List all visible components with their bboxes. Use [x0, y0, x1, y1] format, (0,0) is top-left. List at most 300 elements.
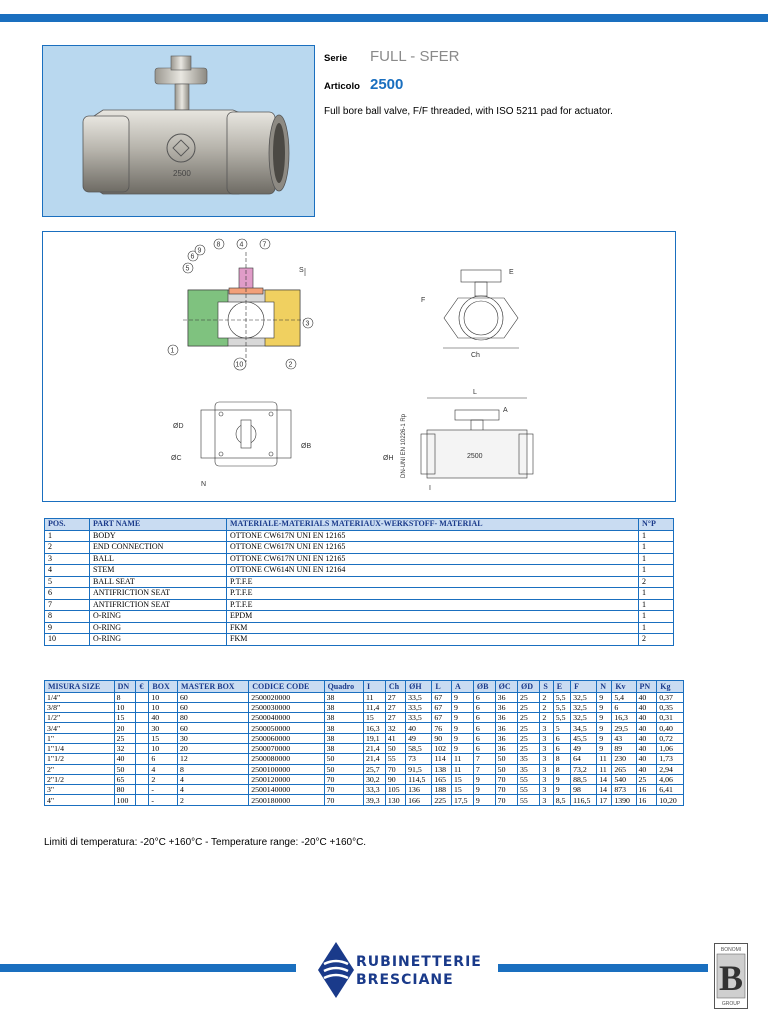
dim-cell	[136, 754, 149, 764]
dim-cell: 10	[149, 743, 178, 753]
dimensions-row	[45, 795, 684, 805]
dim-cell: 40	[406, 723, 432, 733]
materials-row	[45, 611, 674, 623]
dim-cell: 55	[518, 795, 540, 805]
dim-cell: 4	[149, 764, 178, 774]
materials-row	[45, 553, 674, 565]
dim-cell: 50	[324, 764, 363, 774]
dim-cell: 70	[495, 785, 517, 795]
dim-cell: 9	[597, 692, 612, 702]
body-marking: 2500	[173, 169, 191, 178]
dim-cell: 3	[540, 795, 553, 805]
dim-cell: 16,3	[363, 723, 385, 733]
dim-cell: 9	[451, 743, 473, 753]
dim-cell: 27	[385, 713, 405, 723]
cell-np: 1	[639, 530, 674, 542]
dim-header-cell: MISURA SIZE	[45, 681, 115, 693]
dim-cell: 2500030000	[249, 702, 324, 712]
dim-cell: 14	[597, 774, 612, 784]
product-description: Full bore ball valve, F/F threaded, with ISO 5211 pad for actuator.	[324, 106, 613, 117]
dim-header-cell: ØB	[473, 681, 495, 693]
dim-cell: 36	[495, 713, 517, 723]
materials-row	[45, 576, 674, 588]
dim-cell: 2500080000	[249, 754, 324, 764]
dim-cell: 114	[432, 754, 452, 764]
dim-cell: 70	[495, 795, 517, 805]
dim-cell: 38	[324, 702, 363, 712]
cell-pos: 5	[45, 576, 90, 588]
dim-cell: 30	[178, 733, 249, 743]
dim-cell: 9	[451, 692, 473, 702]
dim-cell: 2500100000	[249, 764, 324, 774]
dim-cell: 36	[495, 692, 517, 702]
dim-cell: 80	[114, 785, 136, 795]
dim-cell: 11	[451, 764, 473, 774]
dim-cell: 1"1/2	[45, 754, 115, 764]
col-np: N°P	[639, 519, 674, 531]
dim-cell: 33,5	[406, 692, 432, 702]
dim-cell: 5,5	[553, 692, 570, 702]
dim-cell: 40	[636, 713, 657, 723]
dim-cell: 10	[149, 692, 178, 702]
dimensions-row	[45, 702, 684, 712]
dim-cell: 0,40	[657, 723, 684, 733]
dim-header-cell: DN	[114, 681, 136, 693]
dim-cell: 1"1/4	[45, 743, 115, 753]
cell-material: P.T.F.E	[227, 576, 639, 588]
dimensions-row	[45, 733, 684, 743]
i-label: I	[429, 485, 431, 492]
dim-cell: 30,2	[363, 774, 385, 784]
dim-cell: 10	[114, 702, 136, 712]
dim-cell: 76	[432, 723, 452, 733]
dim-cell: 9	[553, 785, 570, 795]
dim-cell: 40	[636, 764, 657, 774]
od-label: ØD	[173, 423, 184, 430]
callout-3: 3	[305, 320, 310, 328]
group-logo-icon	[714, 943, 748, 1009]
dim-cell: 130	[385, 795, 405, 805]
cell-material: OTTONE CW617N UNI EN 12165	[227, 530, 639, 542]
callout-1: 1	[170, 347, 175, 355]
dim-header-cell: MASTER BOX	[178, 681, 249, 693]
materials-row	[45, 530, 674, 542]
dim-cell: 11	[597, 754, 612, 764]
cell-np: 1	[639, 611, 674, 623]
dim-header-cell: Kv	[612, 681, 636, 693]
dim-cell: 11	[363, 692, 385, 702]
dim-cell: 55	[385, 754, 405, 764]
dim-cell: 1390	[612, 795, 636, 805]
materials-row	[45, 634, 674, 646]
dim-cell: 70	[495, 774, 517, 784]
cell-np: 1	[639, 599, 674, 611]
dimensions-row	[45, 692, 684, 702]
dim-cell: 4,06	[657, 774, 684, 784]
dim-cell: 65	[114, 774, 136, 784]
dim-cell: 15	[363, 713, 385, 723]
callout-6: 6	[190, 253, 195, 261]
cell-material: OTTONE CW617N UNI EN 12165	[227, 553, 639, 565]
dim-header-cell: S	[540, 681, 553, 693]
dim-cell: 40	[636, 692, 657, 702]
dim-cell: 0,35	[657, 702, 684, 712]
dim-cell: 33,5	[406, 713, 432, 723]
materials-row	[45, 542, 674, 554]
dim-cell: 8	[553, 764, 570, 774]
dim-cell: 1/2"	[45, 713, 115, 723]
dimensions-row	[45, 774, 684, 784]
dim-cell: 6	[473, 692, 495, 702]
dim-cell: 33,5	[406, 702, 432, 712]
dim-cell: 89	[612, 743, 636, 753]
ob-label: ØB	[301, 443, 312, 450]
ball-valve-image	[43, 46, 314, 216]
dim-header-cell: Quadro	[324, 681, 363, 693]
cell-pos: 1	[45, 530, 90, 542]
dim-cell: 265	[612, 764, 636, 774]
dim-cell: 540	[612, 774, 636, 784]
footer-bar-right	[498, 964, 708, 972]
dim-cell: 2500120000	[249, 774, 324, 784]
dim-cell: 105	[385, 785, 405, 795]
serie-value: FULL - SFER	[370, 48, 460, 65]
group-letter: B	[718, 958, 744, 998]
dim-cell: 230	[612, 754, 636, 764]
valve-mark: 2500	[467, 453, 483, 460]
pad-view	[171, 402, 311, 488]
e-label: E	[509, 269, 514, 276]
dim-cell: 25,7	[363, 764, 385, 774]
dim-cell: 25	[518, 702, 540, 712]
product-header	[324, 48, 744, 117]
dim-cell: 43	[612, 733, 636, 743]
dim-cell: 17,5	[451, 795, 473, 805]
dim-cell: 0,37	[657, 692, 684, 702]
dim-cell: 9	[597, 723, 612, 733]
dim-header-cell: ØC	[495, 681, 517, 693]
dim-cell: 6	[473, 702, 495, 712]
dim-cell: 12	[178, 754, 249, 764]
brand-line-2: BRESCIANE	[356, 972, 454, 988]
dim-cell: 4	[178, 785, 249, 795]
dim-cell: 90	[432, 733, 452, 743]
dim-cell: 67	[432, 692, 452, 702]
dim-cell: 32,5	[571, 713, 597, 723]
dim-cell: 6	[473, 733, 495, 743]
dim-cell: 3	[540, 764, 553, 774]
callout-2: 2	[288, 361, 293, 369]
dim-cell	[136, 713, 149, 723]
dim-cell	[136, 764, 149, 774]
dim-cell: 30	[149, 723, 178, 733]
dim-cell: 64	[571, 754, 597, 764]
cell-pos: 7	[45, 599, 90, 611]
cell-np: 1	[639, 553, 674, 565]
dim-cell: 25	[518, 713, 540, 723]
dim-cell: 11	[597, 764, 612, 774]
dim-cell: 9	[451, 713, 473, 723]
brand-logo	[316, 940, 481, 1000]
cell-np: 1	[639, 622, 674, 634]
dim-cell: 40	[636, 702, 657, 712]
dimensions-row	[45, 754, 684, 764]
dim-cell: 9	[473, 795, 495, 805]
n-label: N	[201, 481, 207, 488]
dim-cell: 2	[149, 774, 178, 784]
dim-cell: 70	[324, 795, 363, 805]
dim-cell: 40	[636, 743, 657, 753]
col-material: MATERIALE-MATERIALS MATERIAUX-WERKSTOFF- MATERIAL	[227, 519, 639, 531]
dim-cell: 49	[571, 743, 597, 753]
cell-np: 2	[639, 634, 674, 646]
dim-cell: 1,73	[657, 754, 684, 764]
dim-cell: -	[149, 795, 178, 805]
dim-cell: 73	[406, 754, 432, 764]
materials-table	[44, 518, 674, 646]
dim-cell: 36	[495, 743, 517, 753]
dim-cell	[136, 795, 149, 805]
dim-cell	[136, 743, 149, 753]
section-view	[183, 252, 305, 362]
oc-label: ØC	[171, 455, 182, 462]
dim-cell: 29,5	[612, 723, 636, 733]
dim-cell: 116,5	[571, 795, 597, 805]
dim-cell: 5,4	[612, 692, 636, 702]
cell-part-name: O-RING	[90, 611, 227, 623]
dim-cell: 15	[149, 733, 178, 743]
dim-cell: 50	[495, 764, 517, 774]
dim-header-cell: F	[571, 681, 597, 693]
dim-cell: 36	[495, 702, 517, 712]
dim-cell: 9	[473, 774, 495, 784]
dim-cell: 60	[178, 702, 249, 712]
dim-cell: 4	[178, 774, 249, 784]
cell-material: P.T.F.E	[227, 588, 639, 600]
group-bottom-text: GROUP	[721, 1001, 741, 1007]
dim-cell: 8	[114, 692, 136, 702]
dim-cell: 6	[149, 754, 178, 764]
cell-part-name: STEM	[90, 565, 227, 577]
cell-material: OTTONE CW614N UNI EN 12164	[227, 565, 639, 577]
callout-8: 8	[216, 241, 221, 249]
callout-7: 7	[262, 241, 267, 249]
dim-cell: 16,3	[612, 713, 636, 723]
dim-cell: 1,06	[657, 743, 684, 753]
dim-cell: 38	[324, 743, 363, 753]
dim-cell: 25	[518, 692, 540, 702]
serie-label: Serie	[324, 53, 348, 64]
dim-cell: 36	[495, 733, 517, 743]
dim-cell: 873	[612, 785, 636, 795]
footer-bar-left	[0, 964, 296, 972]
cell-material: FKM	[227, 622, 639, 634]
cell-part-name: END CONNECTION	[90, 542, 227, 554]
dim-cell: 25	[518, 733, 540, 743]
materials-row	[45, 622, 674, 634]
side-view	[383, 389, 533, 492]
dim-cell: 2500050000	[249, 723, 324, 733]
dim-cell: 88,5	[571, 774, 597, 784]
brand-emblem-icon	[316, 940, 356, 1000]
dim-cell: 100	[114, 795, 136, 805]
dim-cell: 50	[324, 754, 363, 764]
dim-cell: 8	[178, 764, 249, 774]
dim-cell: 2500020000	[249, 692, 324, 702]
dim-cell: 32	[114, 743, 136, 753]
dim-cell: 25	[636, 774, 657, 784]
dim-cell: 19,1	[363, 733, 385, 743]
cell-np: 2	[639, 576, 674, 588]
dim-cell: 3/8"	[45, 702, 115, 712]
product-photo	[42, 45, 315, 217]
callout-9: 9	[197, 247, 202, 255]
materials-header-row	[45, 519, 674, 531]
dimensions-table	[44, 680, 684, 806]
dimensions-row	[45, 743, 684, 753]
dim-cell: 9	[553, 774, 570, 784]
dim-cell: 3	[540, 785, 553, 795]
dim-cell: 15	[451, 774, 473, 784]
col-pos: POS.	[45, 519, 90, 531]
dim-cell: 11	[451, 754, 473, 764]
dim-cell	[136, 733, 149, 743]
group-logo	[714, 943, 748, 1009]
dim-cell: 38	[324, 733, 363, 743]
dim-cell: 1/4"	[45, 692, 115, 702]
cell-material: FKM	[227, 634, 639, 646]
dim-cell: 2,94	[657, 764, 684, 774]
cell-material: P.T.F.E	[227, 599, 639, 611]
dimensions-row	[45, 764, 684, 774]
dim-cell: 5,5	[553, 713, 570, 723]
dim-cell: 10,20	[657, 795, 684, 805]
dim-cell: 36	[495, 723, 517, 733]
dim-cell: 21,4	[363, 743, 385, 753]
dim-cell: 165	[432, 774, 452, 784]
cell-np: 1	[639, 565, 674, 577]
cell-part-name: BALL	[90, 553, 227, 565]
callout-10: 10	[235, 361, 244, 369]
dim-header-cell: I	[363, 681, 385, 693]
dim-header-cell: ØD	[518, 681, 540, 693]
dim-cell: 91,5	[406, 764, 432, 774]
dim-cell: 50	[385, 743, 405, 753]
dim-cell: 6	[612, 702, 636, 712]
valve-drawings-svg	[43, 232, 675, 501]
dim-cell: 0,31	[657, 713, 684, 723]
dim-cell: 16	[636, 785, 657, 795]
dim-cell: 25	[518, 743, 540, 753]
dim-header-cell: Kg	[657, 681, 684, 693]
dim-cell: 98	[571, 785, 597, 795]
dim-cell: 5,5	[553, 702, 570, 712]
dim-cell: 67	[432, 702, 452, 712]
cell-pos: 8	[45, 611, 90, 623]
dim-cell: 225	[432, 795, 452, 805]
dim-cell: 8,5	[553, 795, 570, 805]
dim-cell: 40	[114, 754, 136, 764]
cell-part-name: BODY	[90, 530, 227, 542]
dim-cell: 2	[540, 692, 553, 702]
dim-cell: 9	[451, 702, 473, 712]
dim-cell: 17	[597, 795, 612, 805]
dim-cell: 38	[324, 723, 363, 733]
dim-cell: 38	[324, 713, 363, 723]
dim-cell: 14	[597, 785, 612, 795]
dim-cell	[136, 702, 149, 712]
dimensions-row	[45, 785, 684, 795]
cell-pos: 4	[45, 565, 90, 577]
group-top-text: BONOMI	[720, 947, 742, 953]
dim-cell: 188	[432, 785, 452, 795]
technical-drawing	[42, 231, 676, 502]
dim-cell: 21,4	[363, 754, 385, 764]
dim-cell: 27	[385, 702, 405, 712]
dim-cell: 3/4"	[45, 723, 115, 733]
dim-cell: 45,5	[571, 733, 597, 743]
dim-cell: 2"	[45, 764, 115, 774]
dim-cell: 8	[553, 754, 570, 764]
dimensions-body	[45, 692, 684, 805]
dim-cell: 9	[451, 733, 473, 743]
dim-cell: 0,72	[657, 733, 684, 743]
dim-cell: 136	[406, 785, 432, 795]
dim-cell: 2500060000	[249, 733, 324, 743]
dim-header-cell: €	[136, 681, 149, 693]
dim-cell: 25	[114, 733, 136, 743]
dimensions-row	[45, 713, 684, 723]
dim-cell: 7	[473, 754, 495, 764]
dim-cell: 40	[149, 713, 178, 723]
dim-header-cell: CODICE CODE	[249, 681, 324, 693]
dim-cell: 114,5	[406, 774, 432, 784]
l-label: L	[473, 389, 477, 396]
dim-cell: 60	[178, 723, 249, 733]
dim-cell: 6	[473, 743, 495, 753]
callout-5: 5	[185, 265, 190, 273]
dim-cell: 3	[540, 754, 553, 764]
articolo-label: Articolo	[324, 81, 360, 92]
dim-cell: 80	[178, 713, 249, 723]
dim-cell: 6,41	[657, 785, 684, 795]
dim-cell: 32,5	[571, 692, 597, 702]
end-view	[421, 269, 519, 359]
s-label: S	[299, 267, 304, 274]
dim-cell: 6	[553, 743, 570, 753]
dim-cell	[136, 774, 149, 784]
callout-4: 4	[239, 241, 244, 249]
dim-cell: 3	[540, 723, 553, 733]
dim-cell: 35	[518, 754, 540, 764]
top-accent-bar	[0, 14, 768, 22]
dim-cell: 15	[114, 713, 136, 723]
dim-cell: 2	[540, 702, 553, 712]
dim-cell: 138	[432, 764, 452, 774]
dim-cell: 40	[636, 754, 657, 764]
dim-cell: 35	[518, 764, 540, 774]
ch-label: Ch	[471, 352, 480, 359]
dim-cell: 20	[178, 743, 249, 753]
dim-header-cell: BOX	[149, 681, 178, 693]
dim-cell: 32	[385, 723, 405, 733]
cell-pos: 3	[45, 553, 90, 565]
dim-cell: 3	[540, 743, 553, 753]
dim-cell: 102	[432, 743, 452, 753]
dim-cell: 2	[178, 795, 249, 805]
cell-material: OTTONE CW617N UNI EN 12165	[227, 542, 639, 554]
dim-header-cell: E	[553, 681, 570, 693]
